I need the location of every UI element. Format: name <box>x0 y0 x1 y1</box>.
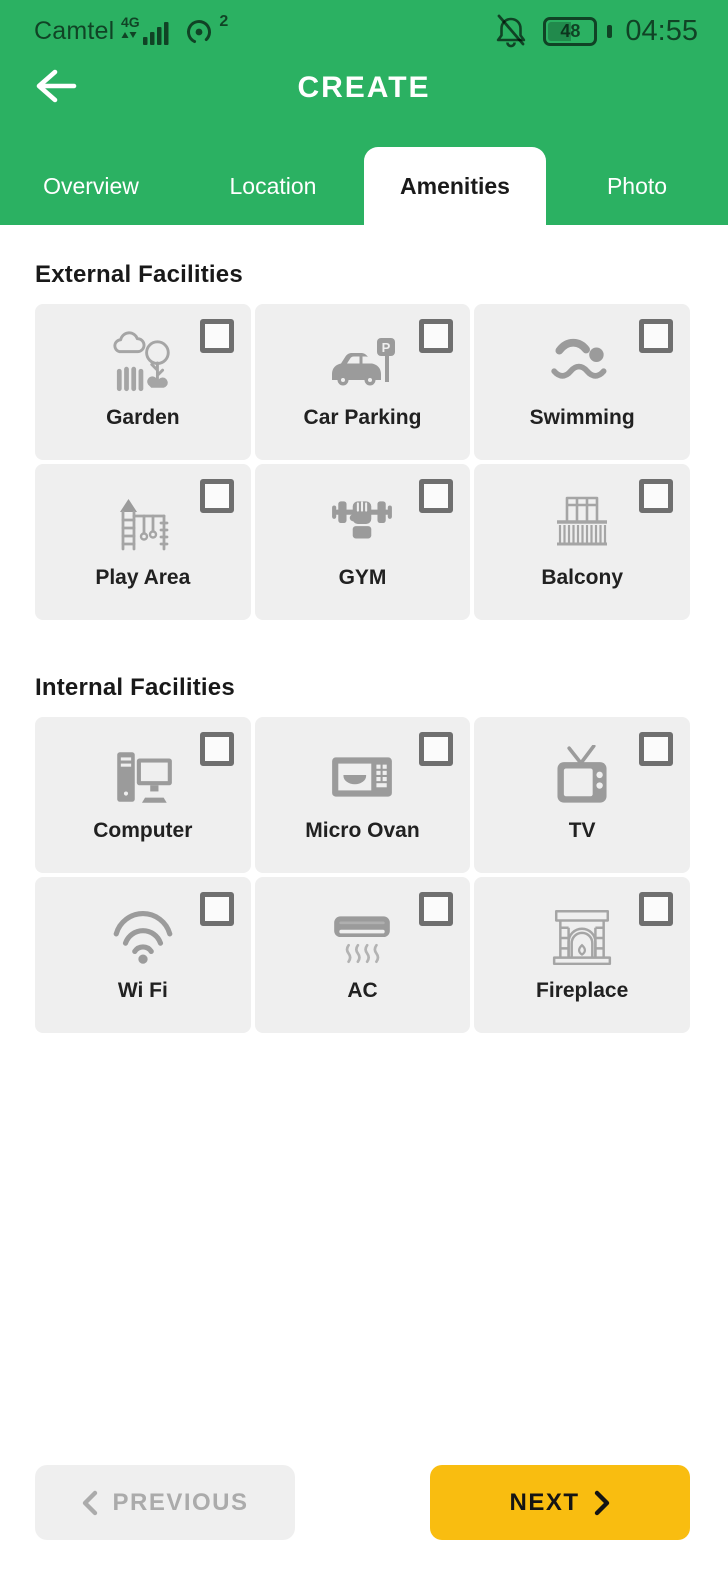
swimming-checkbox[interactable] <box>639 319 673 353</box>
computer-checkbox[interactable] <box>200 732 234 766</box>
garden-checkbox[interactable] <box>200 319 234 353</box>
back-button[interactable] <box>30 62 82 110</box>
header <box>0 0 728 225</box>
next-button[interactable] <box>430 1465 690 1540</box>
amenity-tile-swimming[interactable] <box>474 304 690 460</box>
garden-icon <box>110 331 176 397</box>
footer <box>0 1465 728 1540</box>
previous-button[interactable] <box>35 1465 295 1540</box>
hotspot-icon <box>184 14 216 48</box>
svg-text:P: P <box>382 340 391 355</box>
battery-icon <box>543 17 597 46</box>
carrier-label: Camtel <box>34 16 115 45</box>
car-parking-checkbox[interactable] <box>419 319 453 353</box>
tv-icon <box>551 745 613 809</box>
amenity-label: Micro Ovan <box>305 819 420 842</box>
amenity-label: GYM <box>338 566 387 589</box>
balcony-checkbox[interactable] <box>639 479 673 513</box>
amenity-label: TV <box>568 819 596 842</box>
wifi-icon <box>109 909 177 965</box>
chevron-left-icon <box>81 1490 98 1516</box>
amenity-tile-tv[interactable] <box>474 717 690 873</box>
tab-location[interactable] <box>182 147 364 225</box>
battery-nub <box>607 25 612 38</box>
tab-label: Photo <box>606 172 668 199</box>
microwave-icon <box>328 751 396 803</box>
tab-label: Location <box>229 172 317 199</box>
amenity-label: Fireplace <box>536 979 629 1002</box>
amenity-label: Garden <box>106 406 180 429</box>
next-label: NEXT <box>509 1488 580 1516</box>
chevron-right-icon <box>594 1490 611 1516</box>
gym-checkbox[interactable] <box>419 479 453 513</box>
amenity-tile-micro-ovan[interactable] <box>255 717 471 873</box>
micro-ovan-checkbox[interactable] <box>419 732 453 766</box>
internal-facilities-grid <box>35 717 690 1033</box>
tab-bar <box>0 147 728 225</box>
tab-photo[interactable] <box>546 147 728 225</box>
amenity-label: Computer <box>93 819 193 842</box>
amenity-label: AC <box>347 979 378 1002</box>
amenity-tile-balcony[interactable] <box>474 464 690 620</box>
network-4g-signal-icon <box>121 13 177 49</box>
balcony-icon <box>549 492 615 556</box>
battery-percent: 48 <box>560 20 581 41</box>
external-facilities-grid <box>35 304 690 620</box>
fireplace-icon <box>549 905 615 969</box>
amenity-tile-wifi[interactable] <box>35 877 251 1033</box>
ac-checkbox[interactable] <box>419 892 453 926</box>
amenity-tile-gym[interactable] <box>255 464 471 620</box>
amenity-label: Car Parking <box>303 406 422 429</box>
notifications-muted-icon <box>494 13 528 49</box>
wifi-checkbox[interactable] <box>200 892 234 926</box>
tv-checkbox[interactable] <box>639 732 673 766</box>
swimming-icon <box>549 336 615 392</box>
clock: 04:55 <box>625 14 698 47</box>
hotspot-count: 2 <box>219 13 229 30</box>
tab-label: Amenities <box>400 172 510 199</box>
amenity-tile-computer[interactable] <box>35 717 251 873</box>
play-area-icon <box>110 492 176 556</box>
gym-icon <box>329 493 395 555</box>
car-parking-icon <box>328 332 396 396</box>
tab-amenities[interactable] <box>364 147 546 225</box>
fireplace-checkbox[interactable] <box>639 892 673 926</box>
status-bar <box>0 0 728 52</box>
play-area-checkbox[interactable] <box>200 479 234 513</box>
amenity-tile-garden[interactable] <box>35 304 251 460</box>
title-bar <box>0 52 728 124</box>
computer-icon <box>110 746 176 808</box>
amenity-label: Play Area <box>95 566 191 589</box>
amenity-tile-ac[interactable] <box>255 877 471 1033</box>
svg-text:4G: 4G <box>121 14 141 30</box>
amenities-content <box>0 261 728 1033</box>
section-title-external: External Facilities <box>35 261 243 288</box>
amenity-tile-car-parking[interactable] <box>255 304 471 460</box>
back-arrow-icon <box>33 66 79 106</box>
section-title-internal: Internal Facilities <box>35 674 235 701</box>
amenity-label: Wi Fi <box>117 979 168 1002</box>
amenity-label: Swimming <box>529 406 635 429</box>
amenity-label: Balcony <box>541 566 624 589</box>
amenity-tile-fireplace[interactable] <box>474 877 690 1033</box>
tab-label: Overview <box>43 172 139 199</box>
amenity-tile-play-area[interactable] <box>35 464 251 620</box>
tab-overview[interactable] <box>0 147 182 225</box>
previous-label: PREVIOUS <box>112 1488 249 1516</box>
ac-icon <box>328 908 396 966</box>
page-title: CREATE <box>297 71 431 104</box>
